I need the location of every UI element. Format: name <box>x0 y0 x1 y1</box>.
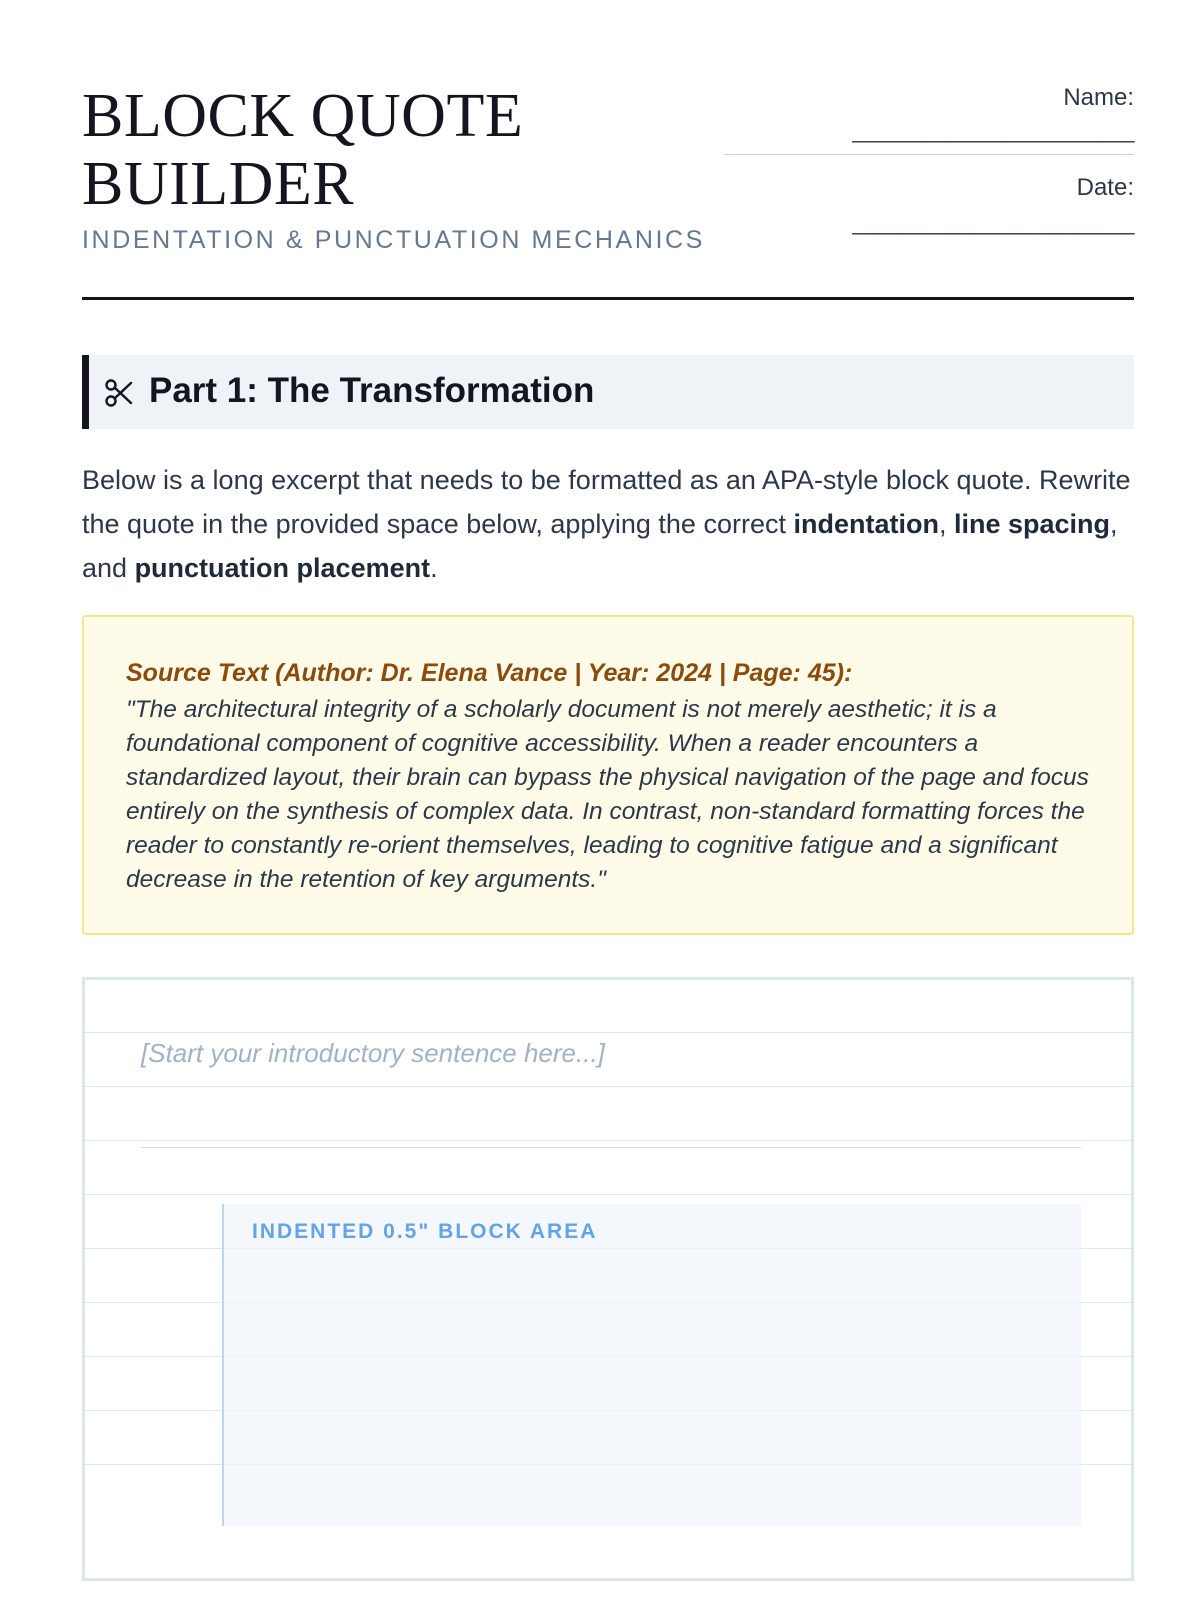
writing-rule <box>85 1140 1131 1141</box>
writing-area[interactable] <box>82 977 1134 1581</box>
instructions-emphasis-indentation: indentation <box>793 509 939 539</box>
worksheet-header <box>82 82 1134 302</box>
intro-divider <box>141 1147 1081 1148</box>
source-quote-text: "The architectural integrity of a scholarly document is not merely aesthetic; it is a foundational component of cognitive accessibility. When a reader encounters a standardized layout, their brain can bypass the physical navigation of the page and focus entirely on the synthesis of complex data. In contrast, non-standard formatting forces the reader to constantly re-orient themselves, leading to cognitive fatigue and a significant decrease in the retention of key arguments." <box>126 696 1089 893</box>
writing-rule <box>85 1032 1131 1033</box>
date-label: Date: <box>1076 174 1134 201</box>
title-line-2: BUILDER <box>82 150 355 218</box>
indented-block-area[interactable] <box>222 1204 1081 1526</box>
section-heading <box>82 355 1134 429</box>
date-field[interactable]: ________________________ <box>852 210 1134 235</box>
header-divider <box>82 297 1134 300</box>
instructions-end: . <box>430 553 438 583</box>
writing-rule <box>85 1086 1131 1087</box>
instructions-text: Below is a long excerpt that needs to be formatted as an APA-style block quote. Rewrite the quote in the provided space below, applying the correct <box>82 465 1131 539</box>
instructions-emphasis-punctuation: punctuation placement <box>134 553 431 583</box>
page-title <box>82 82 523 218</box>
name-label: Name: <box>1063 84 1134 111</box>
scissors-icon <box>103 377 135 409</box>
title-line-1: BLOCK QUOTE <box>82 82 524 150</box>
block-area-label: INDENTED 0.5" BLOCK AREA <box>252 1220 598 1243</box>
source-text-box <box>82 615 1134 935</box>
instructions-separator: , and <box>82 509 1118 583</box>
instructions-separator: , <box>938 509 954 539</box>
section-title: Part 1: The Transformation <box>149 371 595 410</box>
intro-sentence-placeholder[interactable]: [Start your introductory sentence here...] <box>141 1038 605 1068</box>
field-divider <box>724 154 1134 155</box>
source-citation-label: Source Text (Author: Dr. Elena Vance | Year: 2024 | Page: 45): <box>126 659 853 687</box>
page-subtitle: INDENTATION & PUNCTUATION MECHANICS <box>82 226 705 254</box>
name-field[interactable]: ________________________ <box>852 118 1134 143</box>
writing-rule <box>85 1194 1131 1195</box>
instructions-emphasis-line-spacing: line spacing <box>953 509 1111 539</box>
instructions-paragraph <box>82 458 1134 590</box>
